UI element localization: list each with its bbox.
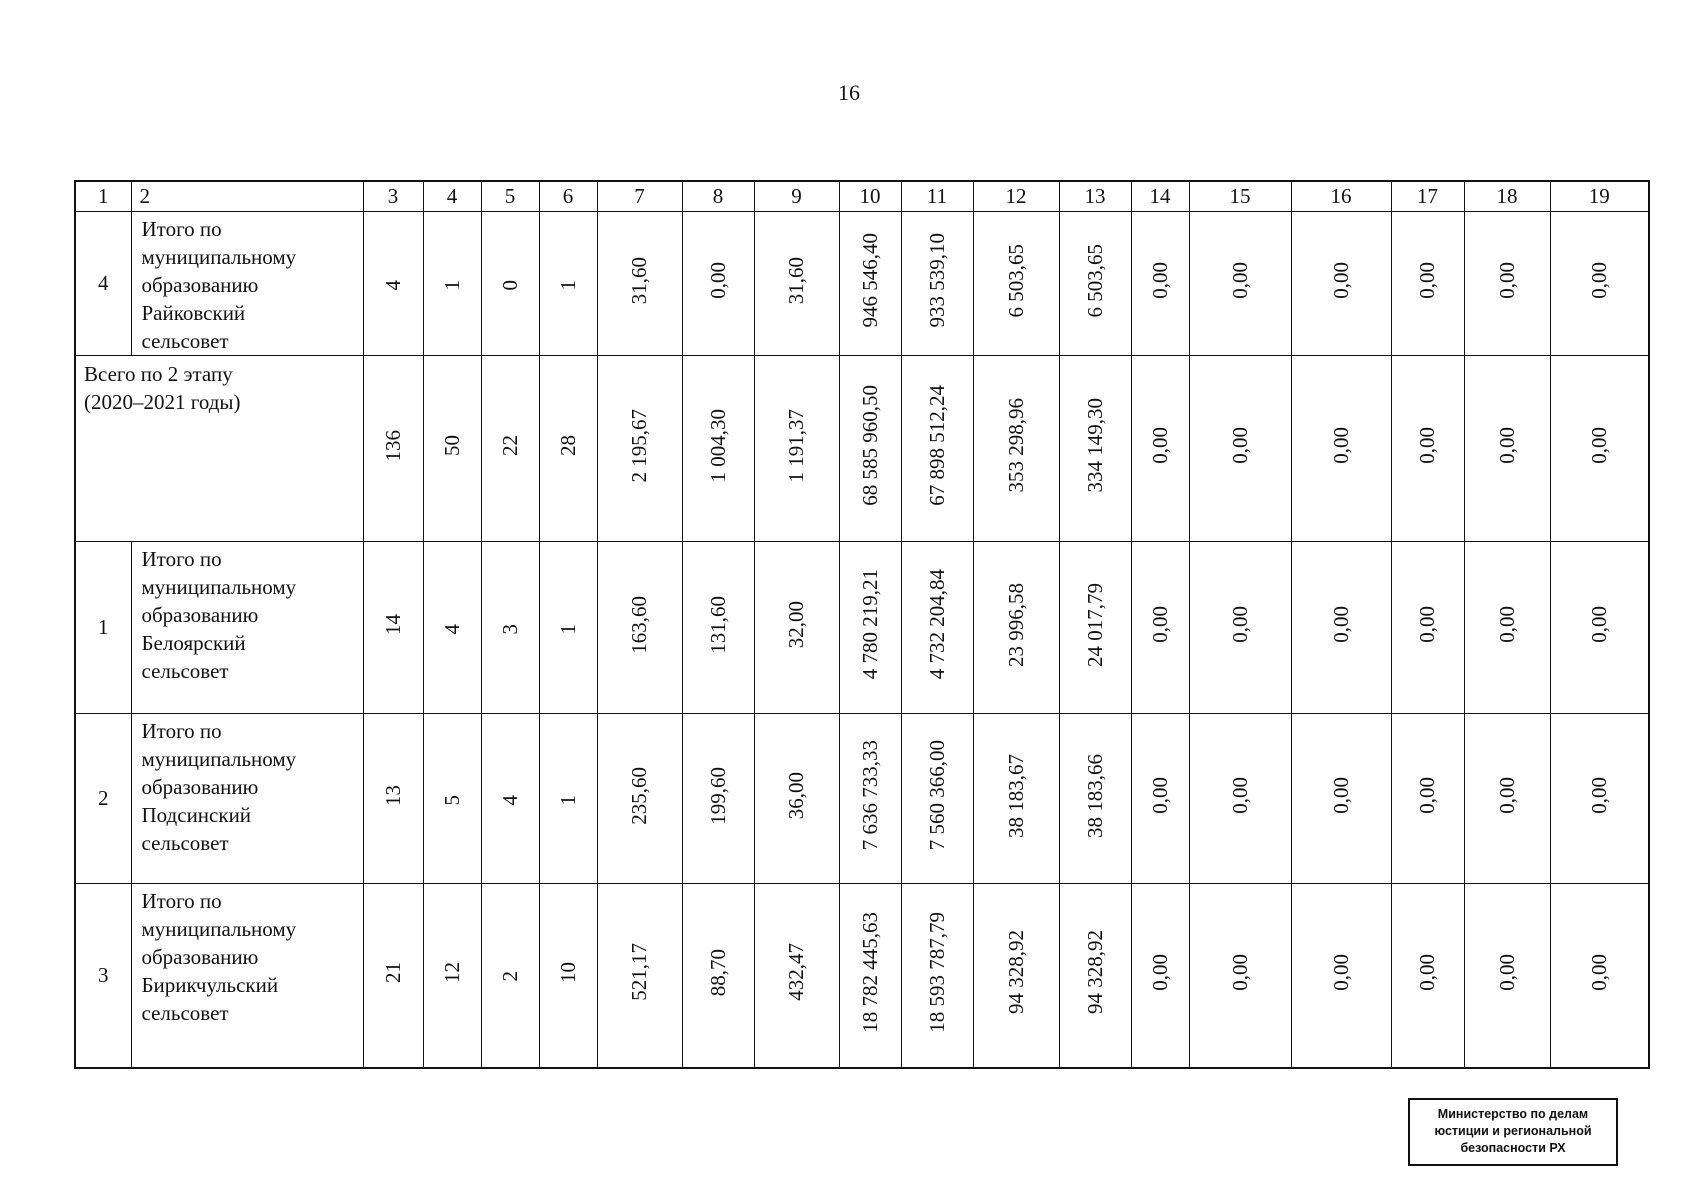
column-header: 13 [1059,181,1131,212]
value-cell [1131,542,1189,714]
cell-value: 0,00 [1494,606,1519,643]
value-cell [839,212,901,356]
column-header: 8 [682,181,754,212]
value-cell [1291,884,1391,1068]
value-cell [1059,212,1131,356]
value-cell [423,356,481,542]
cell-value: 14 [380,614,405,635]
total-label-line: (2020–2021 годы) [84,390,241,414]
value-cell [1189,542,1291,714]
cell-value: 235,60 [627,766,651,825]
cell-value: 0,00 [1494,427,1519,464]
total-label-cell [75,356,363,542]
column-header: 15 [1189,181,1291,212]
value-cell [973,542,1059,714]
value-cell [539,884,597,1068]
municipality-name-cell [131,884,363,1068]
value-cell [1550,542,1649,714]
value-cell [1391,542,1464,714]
column-header: 1 [75,181,131,212]
row-number-cell: 2 [75,714,131,884]
stamp-line: юстиции и региональной [1434,1124,1592,1138]
value-cell [423,714,481,884]
cell-value: 353 298,96 [1003,398,1028,493]
cell-value: 199,60 [705,766,730,825]
value-cell [901,542,973,714]
name-line: муниципальному [141,917,297,941]
cell-value: 6 503,65 [1082,243,1107,318]
table-row [75,212,1649,356]
value-cell [1291,542,1391,714]
value-cell [481,356,539,542]
value-cell [1131,212,1189,356]
name-line: Бирикчульский [141,973,279,997]
cell-value: 0,00 [1227,777,1252,814]
value-cell [901,714,973,884]
cell-value: 0,00 [1494,953,1519,991]
cell-value: 7 560 366,00 [924,740,949,851]
column-header: 3 [363,181,423,212]
value-cell [839,884,901,1068]
value-cell [539,212,597,356]
cell-value: 521,17 [627,943,651,1002]
value-cell [1550,714,1649,884]
cell-value: 32,00 [784,600,808,649]
cell-value: 0,00 [1227,427,1252,464]
table-row [75,542,1649,714]
name-line: образованию [141,775,259,799]
cell-value: 28 [555,435,580,456]
cell-value: 2 195,67 [627,408,651,483]
column-header: 18 [1464,181,1550,212]
name-line: образованию [141,273,259,297]
cell-value: 0,00 [1415,262,1439,299]
name-line: Белоярский [141,631,246,655]
value-cell [901,356,973,542]
row-number-cell: 4 [75,212,131,356]
page-number: 16 [838,80,860,105]
value-cell [597,884,682,1068]
name-line: Итого по [141,217,222,241]
column-header: 10 [839,181,901,212]
stamp-line: Министерство по делам [1437,1107,1589,1121]
value-cell [481,212,539,356]
value-cell [1189,212,1291,356]
value-cell [1391,212,1464,356]
value-cell [363,542,423,714]
stamp-line: безопасности РХ [1460,1141,1566,1155]
cell-value: 88,70 [705,948,730,996]
value-cell [597,714,682,884]
name-line: муниципальному [141,245,297,269]
cell-value: 0,00 [1586,427,1611,464]
cell-value: 10 [555,961,580,983]
column-header: 19 [1550,181,1649,212]
value-cell [423,884,481,1068]
cell-value: 0,00 [1227,262,1252,299]
cell-value: 22 [497,435,522,456]
cell-value: 4 [497,794,522,805]
value-cell [901,212,973,356]
name-line: сельсовет [141,329,229,353]
column-header: 14 [1131,181,1189,212]
cell-value: 0,00 [1328,953,1353,991]
value-cell [1059,714,1131,884]
cell-value: 4 [439,623,464,634]
row-number-cell: 1 [75,542,131,714]
value-cell [1291,356,1391,542]
name-line: сельсовет [141,659,229,683]
value-cell [1189,356,1291,542]
value-cell [754,542,839,714]
column-header: 11 [901,181,973,212]
cell-value: 36,00 [784,771,808,820]
cell-value: 946 546,40 [857,233,882,328]
cell-value: 0,00 [1415,606,1439,643]
table-row [75,714,1649,884]
value-cell [539,356,597,542]
cell-value: 0,00 [1147,262,1172,299]
municipality-name-cell [131,542,363,714]
cell-value: 0,00 [1147,777,1172,814]
cell-value: 2 [497,971,522,982]
cell-value: 94 328,92 [1003,930,1028,1015]
value-cell [682,356,754,542]
column-header: 17 [1391,181,1464,212]
value-cell [1464,212,1550,356]
value-cell [901,884,973,1068]
cell-value: 0,00 [1328,427,1353,464]
cell-value: 0,00 [1147,606,1172,643]
cell-value: 0 [497,279,522,290]
cell-value: 50 [439,435,464,456]
cell-value: 13 [380,785,405,806]
value-cell [839,542,901,714]
value-cell [1391,884,1464,1068]
value-cell [1550,212,1649,356]
value-cell [539,542,597,714]
cell-value: 7 636 733,33 [857,740,882,851]
cell-value: 94 328,92 [1082,930,1107,1015]
total-row [75,356,1649,542]
cell-value: 1 [555,794,580,805]
value-cell [682,714,754,884]
data-table [74,180,1650,1069]
value-cell [1464,356,1550,542]
cell-value: 0,00 [1586,777,1611,814]
cell-value: 131,60 [705,595,730,654]
cell-value: 38 183,66 [1082,753,1107,838]
value-cell [1131,714,1189,884]
value-cell [597,542,682,714]
value-cell [597,212,682,356]
cell-value: 0,00 [1494,262,1519,299]
cell-value: 0,00 [1147,427,1172,464]
cell-value: 136 [380,429,405,462]
value-cell [973,884,1059,1068]
value-cell [1059,542,1131,714]
value-cell [1464,884,1550,1068]
cell-value: 0,00 [1328,777,1353,814]
name-line: Райковский [141,301,246,325]
column-header: 6 [539,181,597,212]
column-header: 7 [597,181,682,212]
value-cell [1059,356,1131,542]
value-cell [1189,714,1291,884]
cell-value: 31,60 [784,256,808,305]
cell-value: 24 017,79 [1082,582,1107,667]
value-cell [1391,356,1464,542]
value-cell [1131,884,1189,1068]
cell-value: 0,00 [1586,953,1611,991]
name-line: образованию [141,945,259,969]
cell-value: 18 782 445,63 [857,911,882,1033]
value-cell [682,542,754,714]
value-cell [423,542,481,714]
cell-value: 21 [380,961,405,983]
name-line: Итого по [141,889,222,913]
value-cell [1131,356,1189,542]
value-cell [1550,356,1649,542]
value-cell [539,714,597,884]
value-cell [973,212,1059,356]
municipality-name-cell [131,714,363,884]
value-cell [481,884,539,1068]
value-cell [682,884,754,1068]
value-cell [973,356,1059,542]
value-cell [363,212,423,356]
column-header: 5 [481,181,539,212]
cell-value: 933 539,10 [924,233,949,328]
cell-value: 0,00 [1494,777,1519,814]
cell-value: 1 [439,279,464,290]
cell-value: 6 503,65 [1003,243,1028,318]
value-cell [481,714,539,884]
name-line: Подсинский [141,803,252,827]
value-cell [1059,884,1131,1068]
cell-value: 31,60 [627,256,651,305]
cell-value: 38 183,67 [1003,753,1028,838]
cell-value: 4 780 219,21 [857,569,882,680]
column-header: 16 [1291,181,1391,212]
cell-value: 0,00 [1415,777,1439,814]
cell-value: 0,00 [1415,427,1439,464]
value-cell [1391,714,1464,884]
cell-value: 67 898 512,24 [924,385,949,506]
ministry-stamp [1408,1098,1618,1166]
column-header: 9 [754,181,839,212]
cell-value: 18 593 787,79 [924,911,949,1033]
name-line: образованию [141,603,259,627]
value-cell [597,356,682,542]
cell-value: 0,00 [1328,262,1353,299]
value-cell [1291,212,1391,356]
name-line: Итого по [141,719,222,743]
column-header: 2 [131,181,363,212]
cell-value: 163,60 [627,595,651,654]
name-line: сельсовет [141,1001,229,1025]
value-cell [423,212,481,356]
name-line: муниципальному [141,575,297,599]
value-cell [1464,714,1550,884]
name-line: сельсовет [141,831,229,855]
value-cell [754,356,839,542]
column-number-row [75,181,1649,212]
cell-value: 68 585 960,50 [857,385,882,506]
value-cell [754,884,839,1068]
value-cell [1189,884,1291,1068]
cell-value: 4 732 204,84 [924,569,949,680]
cell-value: 0,00 [1586,262,1611,299]
cell-value: 0,00 [705,262,730,299]
value-cell [481,542,539,714]
value-cell [973,714,1059,884]
value-cell [363,356,423,542]
cell-value: 1 [555,623,580,634]
municipality-name-cell [131,212,363,356]
value-cell [1291,714,1391,884]
cell-value: 3 [497,623,522,634]
cell-value: 23 996,58 [1003,582,1028,667]
cell-value: 4 [380,279,405,290]
cell-value: 334 149,30 [1082,398,1107,493]
column-header: 4 [423,181,481,212]
cell-value: 1 004,30 [705,408,730,483]
cell-value: 0,00 [1227,606,1252,643]
value-cell [839,356,901,542]
value-cell [1464,542,1550,714]
row-number-cell: 3 [75,884,131,1068]
value-cell [839,714,901,884]
cell-value: 0,00 [1227,953,1252,991]
value-cell [682,212,754,356]
cell-value: 12 [439,961,464,983]
cell-value: 0,00 [1415,953,1439,991]
table-row [75,884,1649,1068]
value-cell [1550,884,1649,1068]
cell-value: 432,47 [784,943,808,1002]
cell-value: 1 191,37 [784,408,808,483]
total-label-line: Всего по 2 этапу [84,362,233,386]
value-cell [754,714,839,884]
name-line: муниципальному [141,747,297,771]
cell-value: 0,00 [1147,953,1172,991]
value-cell [363,714,423,884]
cell-value: 5 [439,794,464,805]
column-header: 12 [973,181,1059,212]
cell-value: 0,00 [1328,606,1353,643]
cell-value: 1 [555,279,580,290]
value-cell [363,884,423,1068]
cell-value: 0,00 [1586,606,1611,643]
value-cell [754,212,839,356]
name-line: Итого по [141,547,222,571]
